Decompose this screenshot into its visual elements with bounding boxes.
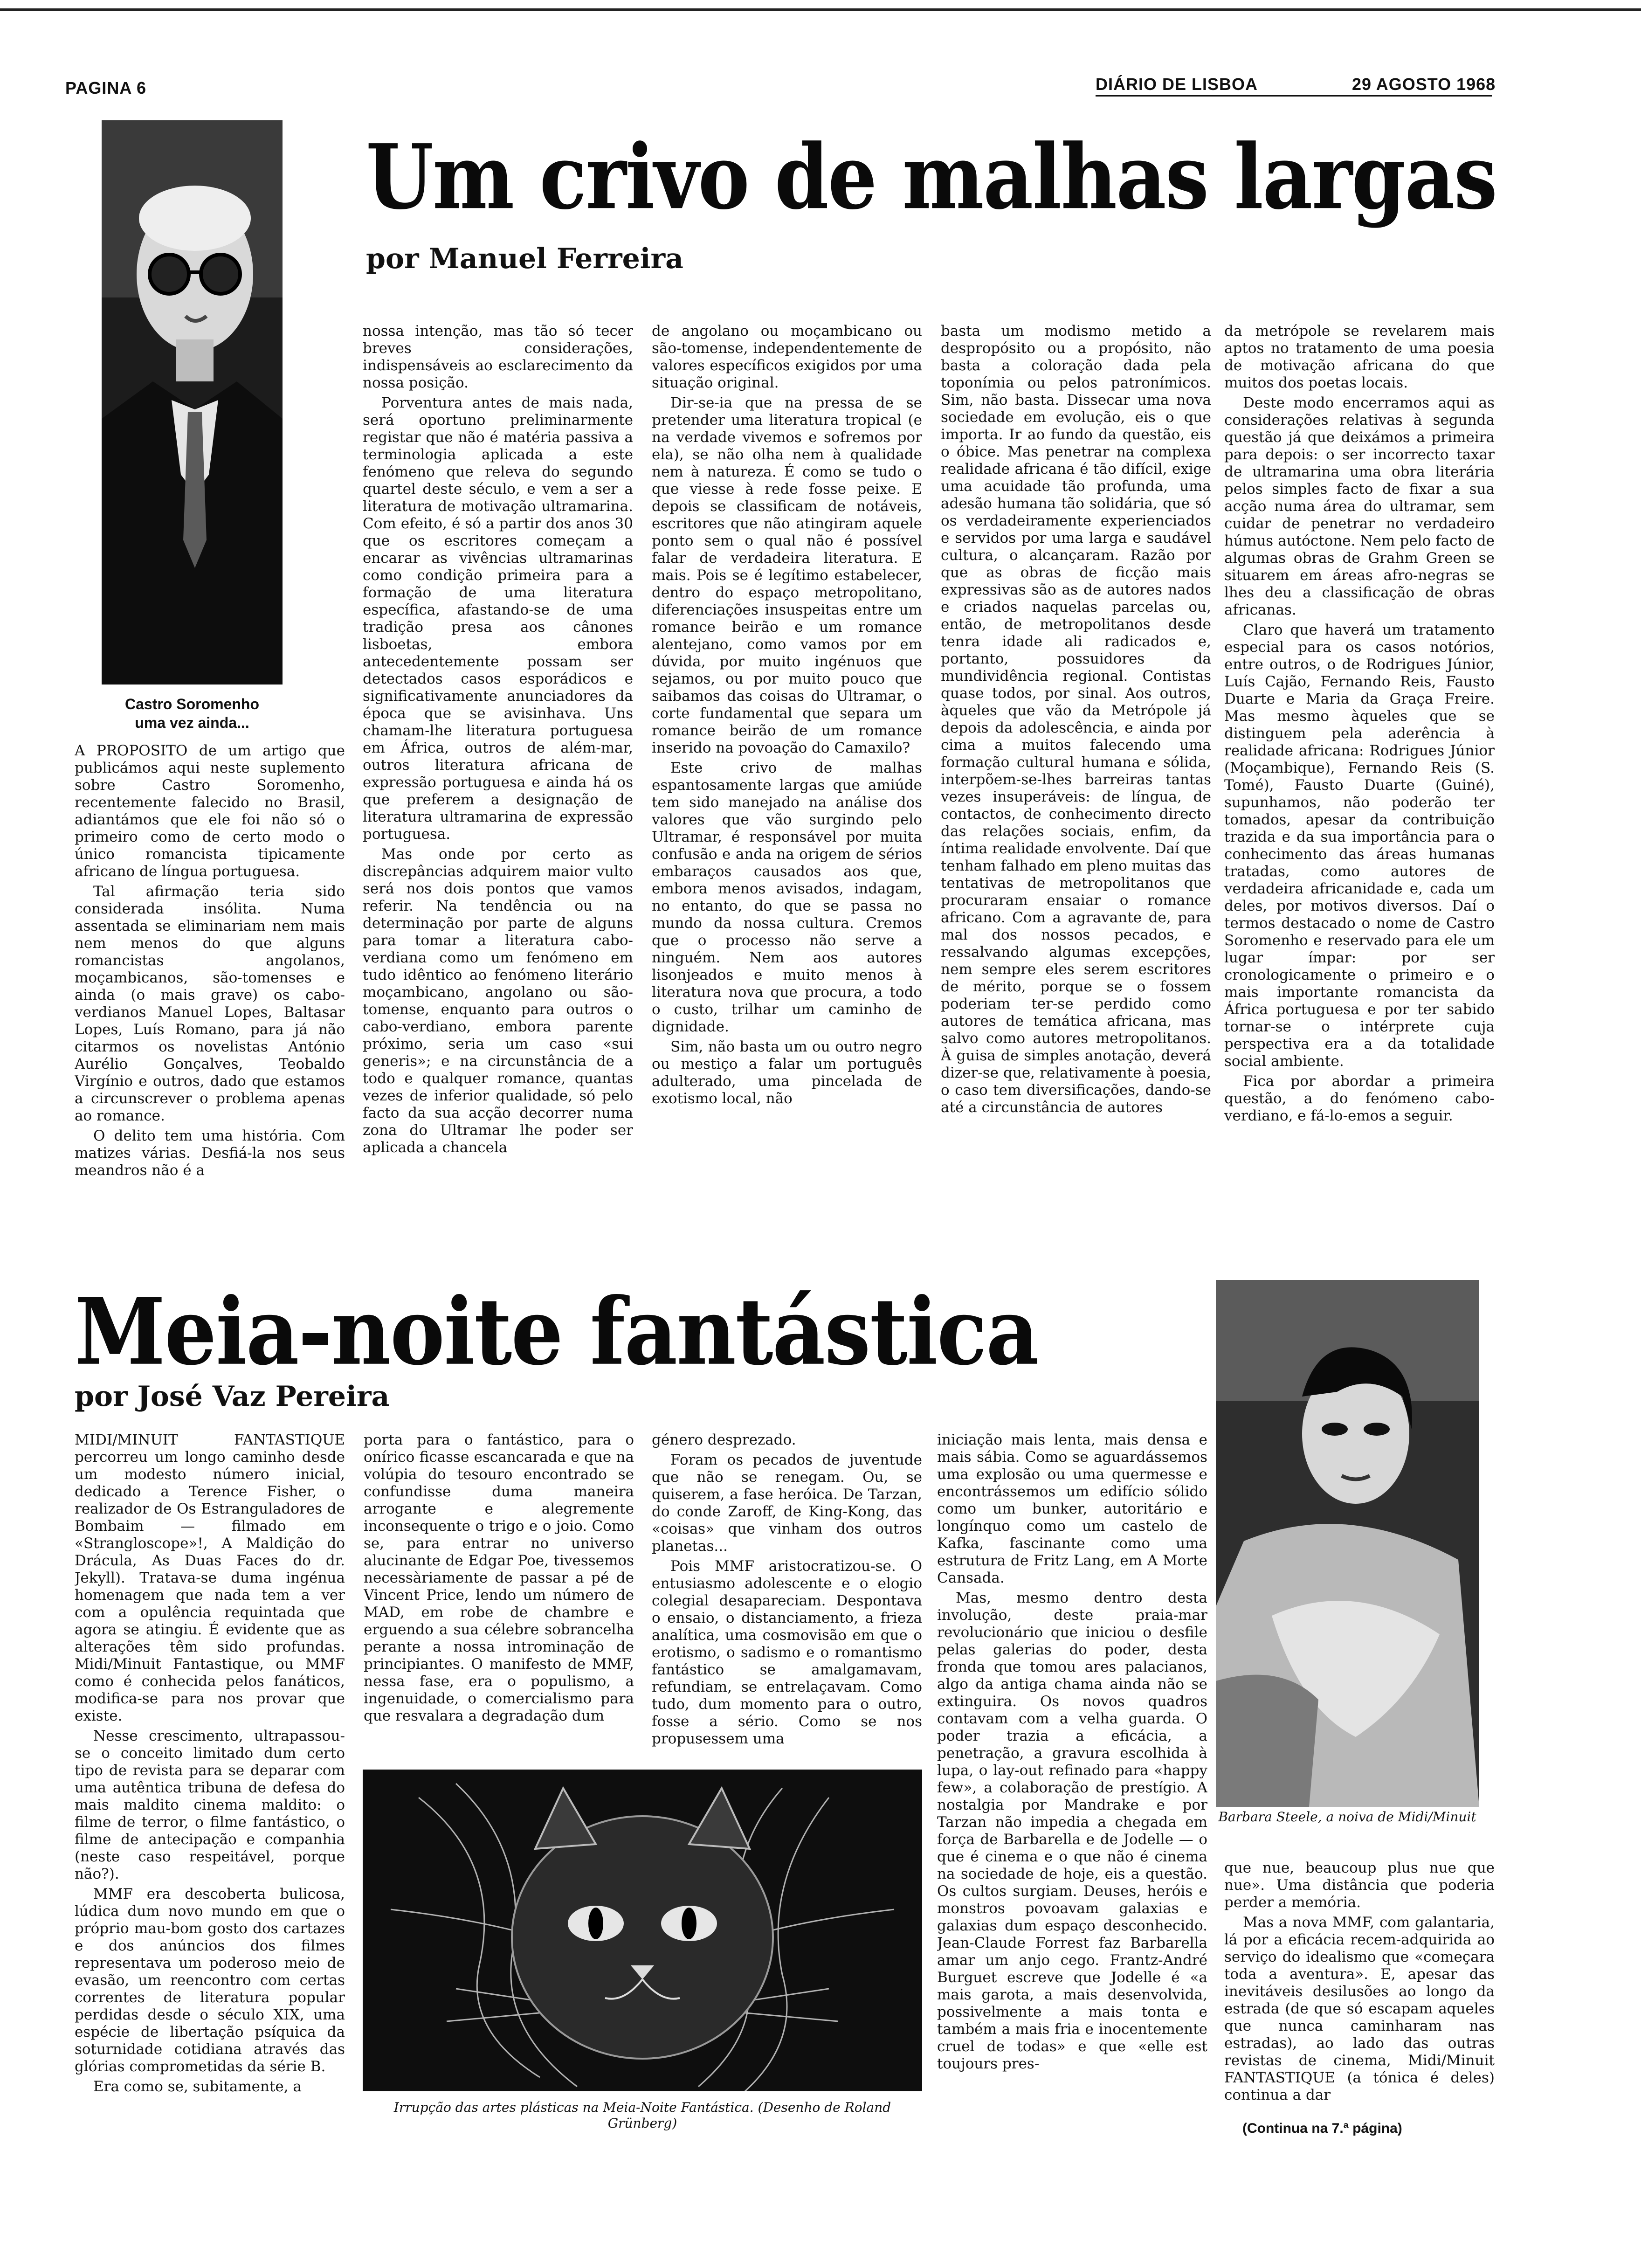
- paragraph: nossa intenção, mas tão só tecer breves considerações, indispensáveis ao esclarecimento da nossa posição.: [363, 323, 633, 391]
- article1-headline: Um crivo de malhas largas: [366, 125, 1497, 230]
- paragraph: da metrópole se revelarem mais aptos no tratamento de uma poesia de motivação africana do que muitos dos poetas locais.: [1224, 323, 1495, 391]
- paragraph: A PROPOSITO de um artigo que publicámos aqui neste suplemento sobre Castro Soromenho, recentemente falecido no Brasil, adiantámos que ele foi não só o primeiro como de certo modo o único romancista tipicamente africano de língua portuguesa.: [75, 742, 345, 880]
- cat-drawing-illustration: [363, 1770, 922, 2091]
- paragraph: O delito tem uma história. Com matizes várias. Desfiá-la nos seus meandros não é a: [75, 1127, 345, 1179]
- article1-column-1: [75, 742, 345, 1218]
- article1-column-2: [363, 323, 633, 1218]
- paragraph: MIDI/MINUIT FANTASTIQUE percorreu um longo caminho desde um modesto número inicial, dedicado a Terence Fisher, o realizador de Os Estranguladores de Bombaim — filmado em «Strangloscope»!, A Maldição do Drácula, As Duas Faces do dr. Jekyll). Tratava-se duma ingénua homenagem que nada tem a ver com a opulência requintada que agora se atingiu. É evidente que as alterações têm sido profundas. Midi/Minuit Fantastique, ou MMF como é conhecida pelos fanáticos, modifica-se para nos provar que existe.: [75, 1431, 345, 1724]
- paragraph: Pois MMF aristocratizou-se. O entusiasmo adolescente e o elogio colegial desapareciam. Despontava o ensaio, o distanciamento, a frieza analítica, uma cosmovisão em que o erotismo, o sadismo e o romantismo fantástico se amalgamavam, refundiam, se entrelaçavam. Como tudo, dum momento para o outro, fosse a sério. Como se nos propusessem uma: [652, 1558, 922, 1747]
- newspaper-name: DIÁRIO DE LISBOA: [1096, 75, 1258, 94]
- paragraph: Porventura antes de mais nada, será oportuno preliminarmente registar que não é matéria passiva a terminologia aplicada a este fenómeno que releva do segundo quartel deste século, e vem a ser a literatura de motivação ultramarina. Com efeito, é só a partir dos anos 30 que os escritores começam a encarar as vivências ultramarinas como condição primeira para a formação de uma literatura específica, afastando-se de uma tradição presa aos cânones lisboetas, embora antecedentemente possam ser detectados casos esporádicos e significativamente anunciadores da época que se avisinhava. Uns chamam-lhe literatura portuguesa em África, outros de além-mar, outros literatura africana de expressão portuguesa e ainda há os que preferem a designação de literatura ultramarina de expressão portuguesa.: [363, 394, 633, 843]
- paragraph: Mas a nova MMF, com galantaria, lá por a eficácia recem-adquirida ao serviço do idealismo que «começara toda a aventura». E, apesar das inevitáveis desilusões ao longo da estrada (de que só escapam aqueles que nunca caminharam nas estradas), ao lado das outras revistas de cinema, Midi/Minuit FANTASTIQUE (a tónica é deles) continua a dar: [1224, 1914, 1495, 2103]
- drawing-caption: Irrupção das artes plásticas na Meia-Noite Fantástica. (Desenho de Roland Grünberg): [393, 2100, 891, 2131]
- article2-column-3: [652, 1431, 922, 1758]
- paragraph: Foram os pecados de juventude que não se renegam. Ou, se quiserem, a fase heróica. De Tarzan, do conde Zaroff, de King-Kong, das «coisas» que vinham dos outros planetas...: [652, 1452, 922, 1555]
- article1-column-5: [1224, 323, 1495, 1218]
- paragraph: Sim, não basta um ou outro negro ou mestiço a falar um português adulterado, uma pincelada de exotismo local, não: [652, 1038, 922, 1107]
- paragraph: Mas onde por certo as discrepâncias adquirem maior vulto será nos dois pontos que vamos referir. Na tendência ou na determinação por parte de alguns para tomar a literatura cabo-verdiana como um fenómeno em tudo idêntico ao fenómeno literário moçambicano, angolano ou são-tomense, enquanto para outros o cabo-verdiano, embora parente próximo, seria um caso «sui generis»; e na circunstância de a todo e qualquer romance, quantas vezes de inferior qualidade, só pelo facto da sua acção decorrer numa zona do Ultramar lhe poder ser aplicada a chancela: [363, 846, 633, 1156]
- article2-column-4: [937, 1431, 1207, 2117]
- top-border: [0, 8, 1641, 11]
- paragraph: Mas, mesmo dentro desta involução, deste praia-mar revolucionário que iniciou o desfile pelas galerias do poder, desta fronda que tomou ares palacianos, algo da antiga chama ainda não se extinguira. Os novos quadros contavam com a velha guarda. O poder trazia a eficácia, a penetração, a gravura escolhida à lupa, o lay-out refinado para «happy few», a colaboração de prestígio. A nostalgia por Mandrake e por Tarzan não impedia a chegada em força de Barbarella e de Jodelle — o que é cinema e o que não é cinema na sociedade de hoje, eis a questão. Os cultos surgiam. Deuses, heróis e monstros povoavam galaxias e galaxias dum espaço desconhecido. Jean-Claude Forrest faz Barbarella amar um anjo cego. Frantz-André Burguet escreve que Jodelle é «a mais garota, a mais desenvolvida, possivelmente a mais tonta e também a mais fria e inocentemente cruel de todas» e que «elle est toujours pres-: [937, 1590, 1207, 2072]
- article2-column-1: [75, 1431, 345, 2145]
- portrait-illustration: [1216, 1280, 1479, 1807]
- barbara-steele-photo: [1216, 1280, 1479, 1807]
- paragraph: que nue, beaucoup plus nue que nue». Uma distância que poderia perder a memória.: [1224, 1860, 1495, 1911]
- paragraph: Tal afirmação teria sido considerada insólita. Numa assentada se eliminariam nem mais nem menos do que alguns romancistas angolanos, moçambicanos, são-tomenses e ainda (o mais grave) os cabo-verdianos Manuel Lopes, Baltasar Lopes, Luís Romano, para já não citarmos os novelistas António Aurélio Gonçalves, Teobaldo Virgínio e outros, dado que estamos a circunscrever o problema apenas ao romance.: [75, 883, 345, 1124]
- paragraph: porta para o fantástico, para o onírico ficasse escancarada e que na volúpia do tesouro encontrado se confundisse duma maneira arrogante e alegremente inconsequente o trigo e o joio. Como se, para entrar no universo alucinante de Edgar Poe, tivessemos necessàriamente de passar a pé de Vincent Price, lendo um número de MAD, em robe de chambre e erguendo a sua célebre sobrancelha perante a nossa introminação de principiantes. O manifesto de MMF, nessa fase, era o populismo, a ingenuidade, o comercialismo para que resvalara a degradação dum: [364, 1431, 634, 1724]
- article2-byline: por José Vaz Pereira: [75, 1380, 390, 1413]
- portrait-photo: [102, 120, 283, 685]
- drawing-cat: [363, 1770, 922, 2091]
- article1-column-3: [652, 323, 922, 1218]
- article2-column-2: [364, 1431, 634, 1758]
- article1-column-4: [941, 323, 1211, 1218]
- paragraph: Era como se, subitamente, a: [93, 2078, 302, 2095]
- paragraph: género desprezado.: [652, 1431, 796, 1448]
- article1-byline: por Manuel Ferreira: [366, 242, 684, 275]
- paragraph: Claro que haverá um tratamento especial para os casos notórios, entre outros, o de Rodrigues Júnior, Luís Cajão, Fernando Reis, Fausto Duarte e Maria da Graça Freire. Mas mesmo àqueles que se distinguem pela aderência à realidade africana: Rodrigues Júnior (Moçambique), Fernando Reis (S. Tomé), Fausto Duarte (Guiné), supunhamos, não poderão ter tomados, apesar da contribuição trazida e da sua importância para o conhecimento das áreas humanas tratadas, como autores de verdadeira africanidade e, cada um deles, por motivos diversos. Daí o termos destacado o nome de Castro Soromenho e reservado para ele um lugar ímpar: por ser cronologicamente o primeiro e o mais importante romancista da África portuguesa e por ter sabido tornar-se o intérprete cuja perspectiva era a da totalidade social ambiente.: [1224, 622, 1495, 1070]
- portrait-illustration: [102, 120, 283, 685]
- continued-note: (Continua na 7.ª página): [1242, 2121, 1402, 2136]
- portrait-caption-line1: Castro Soromenho: [124, 696, 260, 712]
- portrait-caption-line2: uma vez ainda...: [135, 714, 249, 731]
- paragraph: Dir-se-ia que na pressa de se pretender uma literatura tropical (e na verdade vivemos e sofremos por ela), se não olha nem à qualidade nem à natureza. É como se tudo o que viesse à rede fosse peixe. E depois se classificam de notáveis, escritores que não atingiram aquele ponto sem o qual não é possível falar de verdadeira literatura. E mais. Pois se é legítimo estabelecer, dentro do espaço metropolitano, diferenciações insuspeitas entre um romance beirão e um romance alentejano, como vamos por em dúvida, por muito ingénuos que sejamos, ou por muito pouco que saibamos das coisas do Ultramar, o corte fundamental que separa um romance beirão de um romance inserido na povoação do Camaxilo?: [652, 394, 922, 756]
- paragraph: iniciação mais lenta, mais densa e mais sábia. Como se aguardássemos uma explosão ou uma quermesse e encontrássemos um edifício sólido como um bunker, autoritário e longínquo como um castelo de Kafka, fascinante como uma estrutura de Fritz Lang, em A Morte Cansada.: [937, 1431, 1207, 1586]
- paragraph: Deste modo encerramos aqui as considerações relativas à segunda questão já que deixámos a primeira para depois: o ser incorrecto taxar de ultramarina uma obra literária pelos simples facto de fixar a sua acção numa área do ultramar, sem cuidar de penetrar no verdadeiro húmus autóctone. Nem pelo facto de algumas obras de Grahm Green se situarem em áreas afro-negras se lhes deu a classificação de obras africanas.: [1224, 394, 1495, 618]
- article2-headline: Meia-noite fantástica: [75, 1278, 1038, 1386]
- paragraph: Este crivo de malhas espantosamente largas que amiúde tem sido manejado na análise dos valores que vão surgindo pelo Ultramar, é responsável por muita confusão e anda na origem de sérios embaraços causados aos que, embora menos avisados, indagam, no entanto, do que se passa no mundo da nossa cultura. Cremos que o processo não serve a ninguém. Nem aos autores lisonjeados e muito menos à literatura nova que procura, a todo o custo, trilhar um caminho de dignidade.: [652, 760, 922, 1035]
- photo-caption: Barbara Steele, a noiva de Midi/Minuit: [1218, 1809, 1476, 1825]
- article2-column-5: [1224, 1860, 1495, 2111]
- issue-date: 29 AGOSTO 1968: [1352, 75, 1496, 94]
- paragraph: Nesse crescimento, ultrapassou-se o conceito limitado dum certo tipo de revista para se deparar com uma autêntica tribuna de defesa do mais maldito cinema maldito: o filme de terror, o filme fantástico, o filme de antecipação e companhia (neste caso respeitável, porque não?).: [75, 1728, 345, 1882]
- paragraph: MMF era descoberta bulicosa, lúdica dum novo mundo em que o próprio mau-bom gosto dos cartazes e dos anúncios dos filmes representava um poderoso meio de evasão, um reencontro com certas correntes de literatura popular perdidas desde o século XIX, uma espécie de libertação psíquica da soturnidade cotidiana através das glórias comprometidas da série B.: [75, 1886, 345, 2075]
- paragraph: Fica por abordar a primeira questão, a do fenómeno cabo-verdiano, e fá-lo-emos a seguir.: [1224, 1073, 1495, 1124]
- paragraph: basta um modismo metido a despropósito ou a propósito, não basta a coloração dada pela toponímia ou pelos patronímicos. Sim, não basta. Dissecar uma nova sociedade em evolução, eis o que importa. Ir ao fundo da questão, eis o óbice. Mas penetrar na complexa realidade africana é tão difícil, exige uma acuidade tão profunda, uma adesão humana tão solidária, que só os verdadeiramente experienciados e servidos por uma larga e saudável cultura, o alcançaram. Razão por que as obras de ficção mais expressivas são as de autores nados e criados naquelas parcelas ou, então, de metropolitanos desde tenra idade ali radicados e, portanto, possuidores da mundividência regional. Contistas quase todos, por sinal. Aos outros, àqueles que vão da Metrópole já depois da adolescência, e ainda por cima a muitos falecendo uma formação cultural humana e sólida, interpõem-se-lhes barreiras tantas vezes insuperáveis: de língua, de contactos, de conhecimento directo das relações sociais, enfim, da íntima realidade envolvente. Daí que tenham falhado em pleno muitas das tentativas de metropolitanos que procuraram ensaiar o romance africano. Com a agravante de, para mal dos nossos pecados, e ressalvando algumas excepções, nem sempre eles serem escritores de mérito, porque se o fossem poderiam ter-se perdido como autores de temática africana, mas salvo como autores metropolitanos. À guisa de simples anotação, deverá dizer-se que, relativamente à poesia, o caso tem diversificações, dando-se até a circunstância de autores: [941, 323, 1211, 1116]
- header-rule: [1096, 95, 1492, 97]
- page-label: PAGINA 6: [65, 78, 147, 97]
- paragraph: de angolano ou moçambicano ou são-tomense, independentemente de valores específicos exigidos por uma situação original.: [652, 323, 922, 391]
